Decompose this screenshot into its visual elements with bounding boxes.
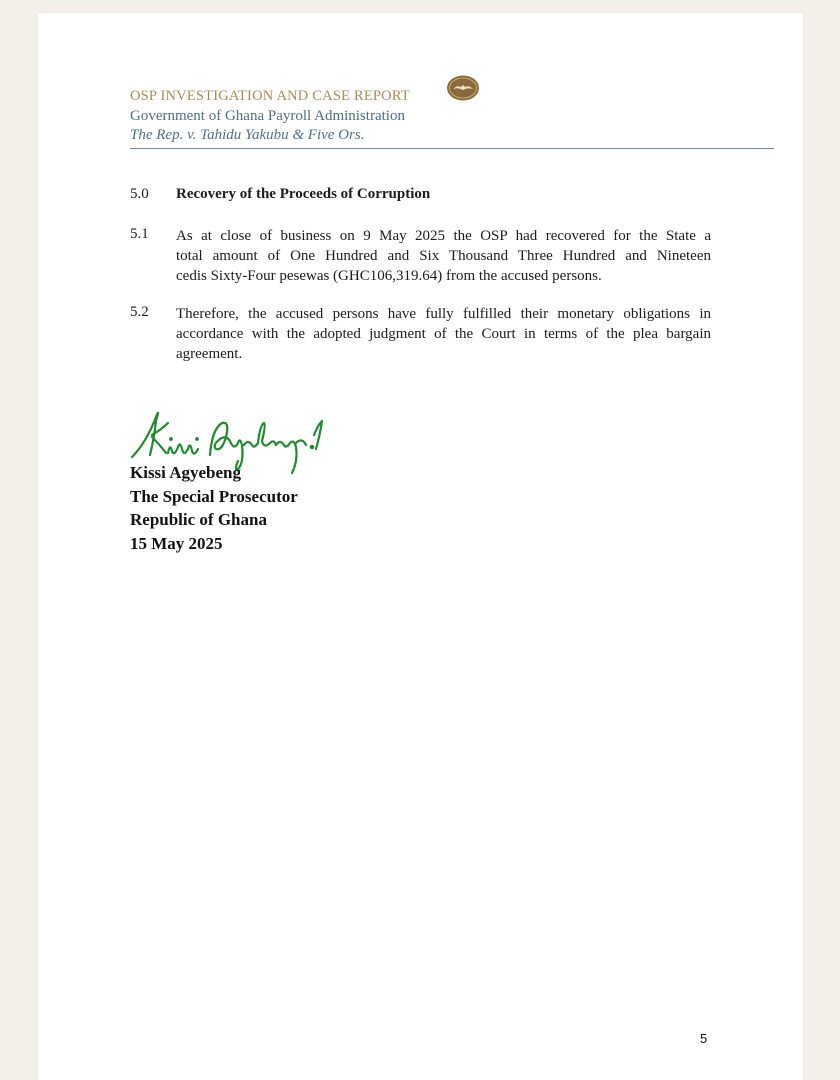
signatory-title: The Special Prosecutor [130,486,298,506]
paragraph-line: accordance with the adopted judgment of the Court in terms of the plea bargain [176,326,711,342]
signatory-name: Kissi Agyebeng [130,463,241,482]
paragraph-text [176,226,711,286]
section-number: 5.0 [130,186,149,202]
paragraph-line: agreement. [176,346,243,362]
paragraph-text [176,304,711,364]
page-number: 5 [700,1031,708,1046]
document-page [38,13,803,1080]
report-header [130,87,774,145]
signature-date: 15 May 2025 [130,533,223,553]
paragraph-line: As at close of business on 9 May 2025 the OSP had recovered for the State a [176,228,711,244]
report-title: OSP INVESTIGATION AND CASE REPORT [130,88,410,104]
signatory-country: Republic of Ghana [130,510,267,529]
header-divider [130,148,774,149]
signatory-block [130,461,298,555]
case-title: The Rep. v. Tahidu Yakubu & Five Ors. [130,127,365,143]
paragraph-number: 5.1 [130,226,149,242]
osp-emblem-icon [446,74,480,102]
paragraph-number: 5.2 [130,304,149,320]
paragraph-line: total amount of One Hundred and Six Thousand Three Hundred and Nineteen [176,248,711,264]
paragraph-line: Therefore, the accused persons have fully fulfilled their monetary obligations in [176,306,711,322]
report-subtitle: Government of Ghana Payroll Administration [130,108,405,124]
paragraph-line: cedis Sixty-Four pesewas (GHC106,319.64) from the accused persons. [176,268,602,284]
section-title: Recovery of the Proceeds of Corruption [176,186,431,202]
